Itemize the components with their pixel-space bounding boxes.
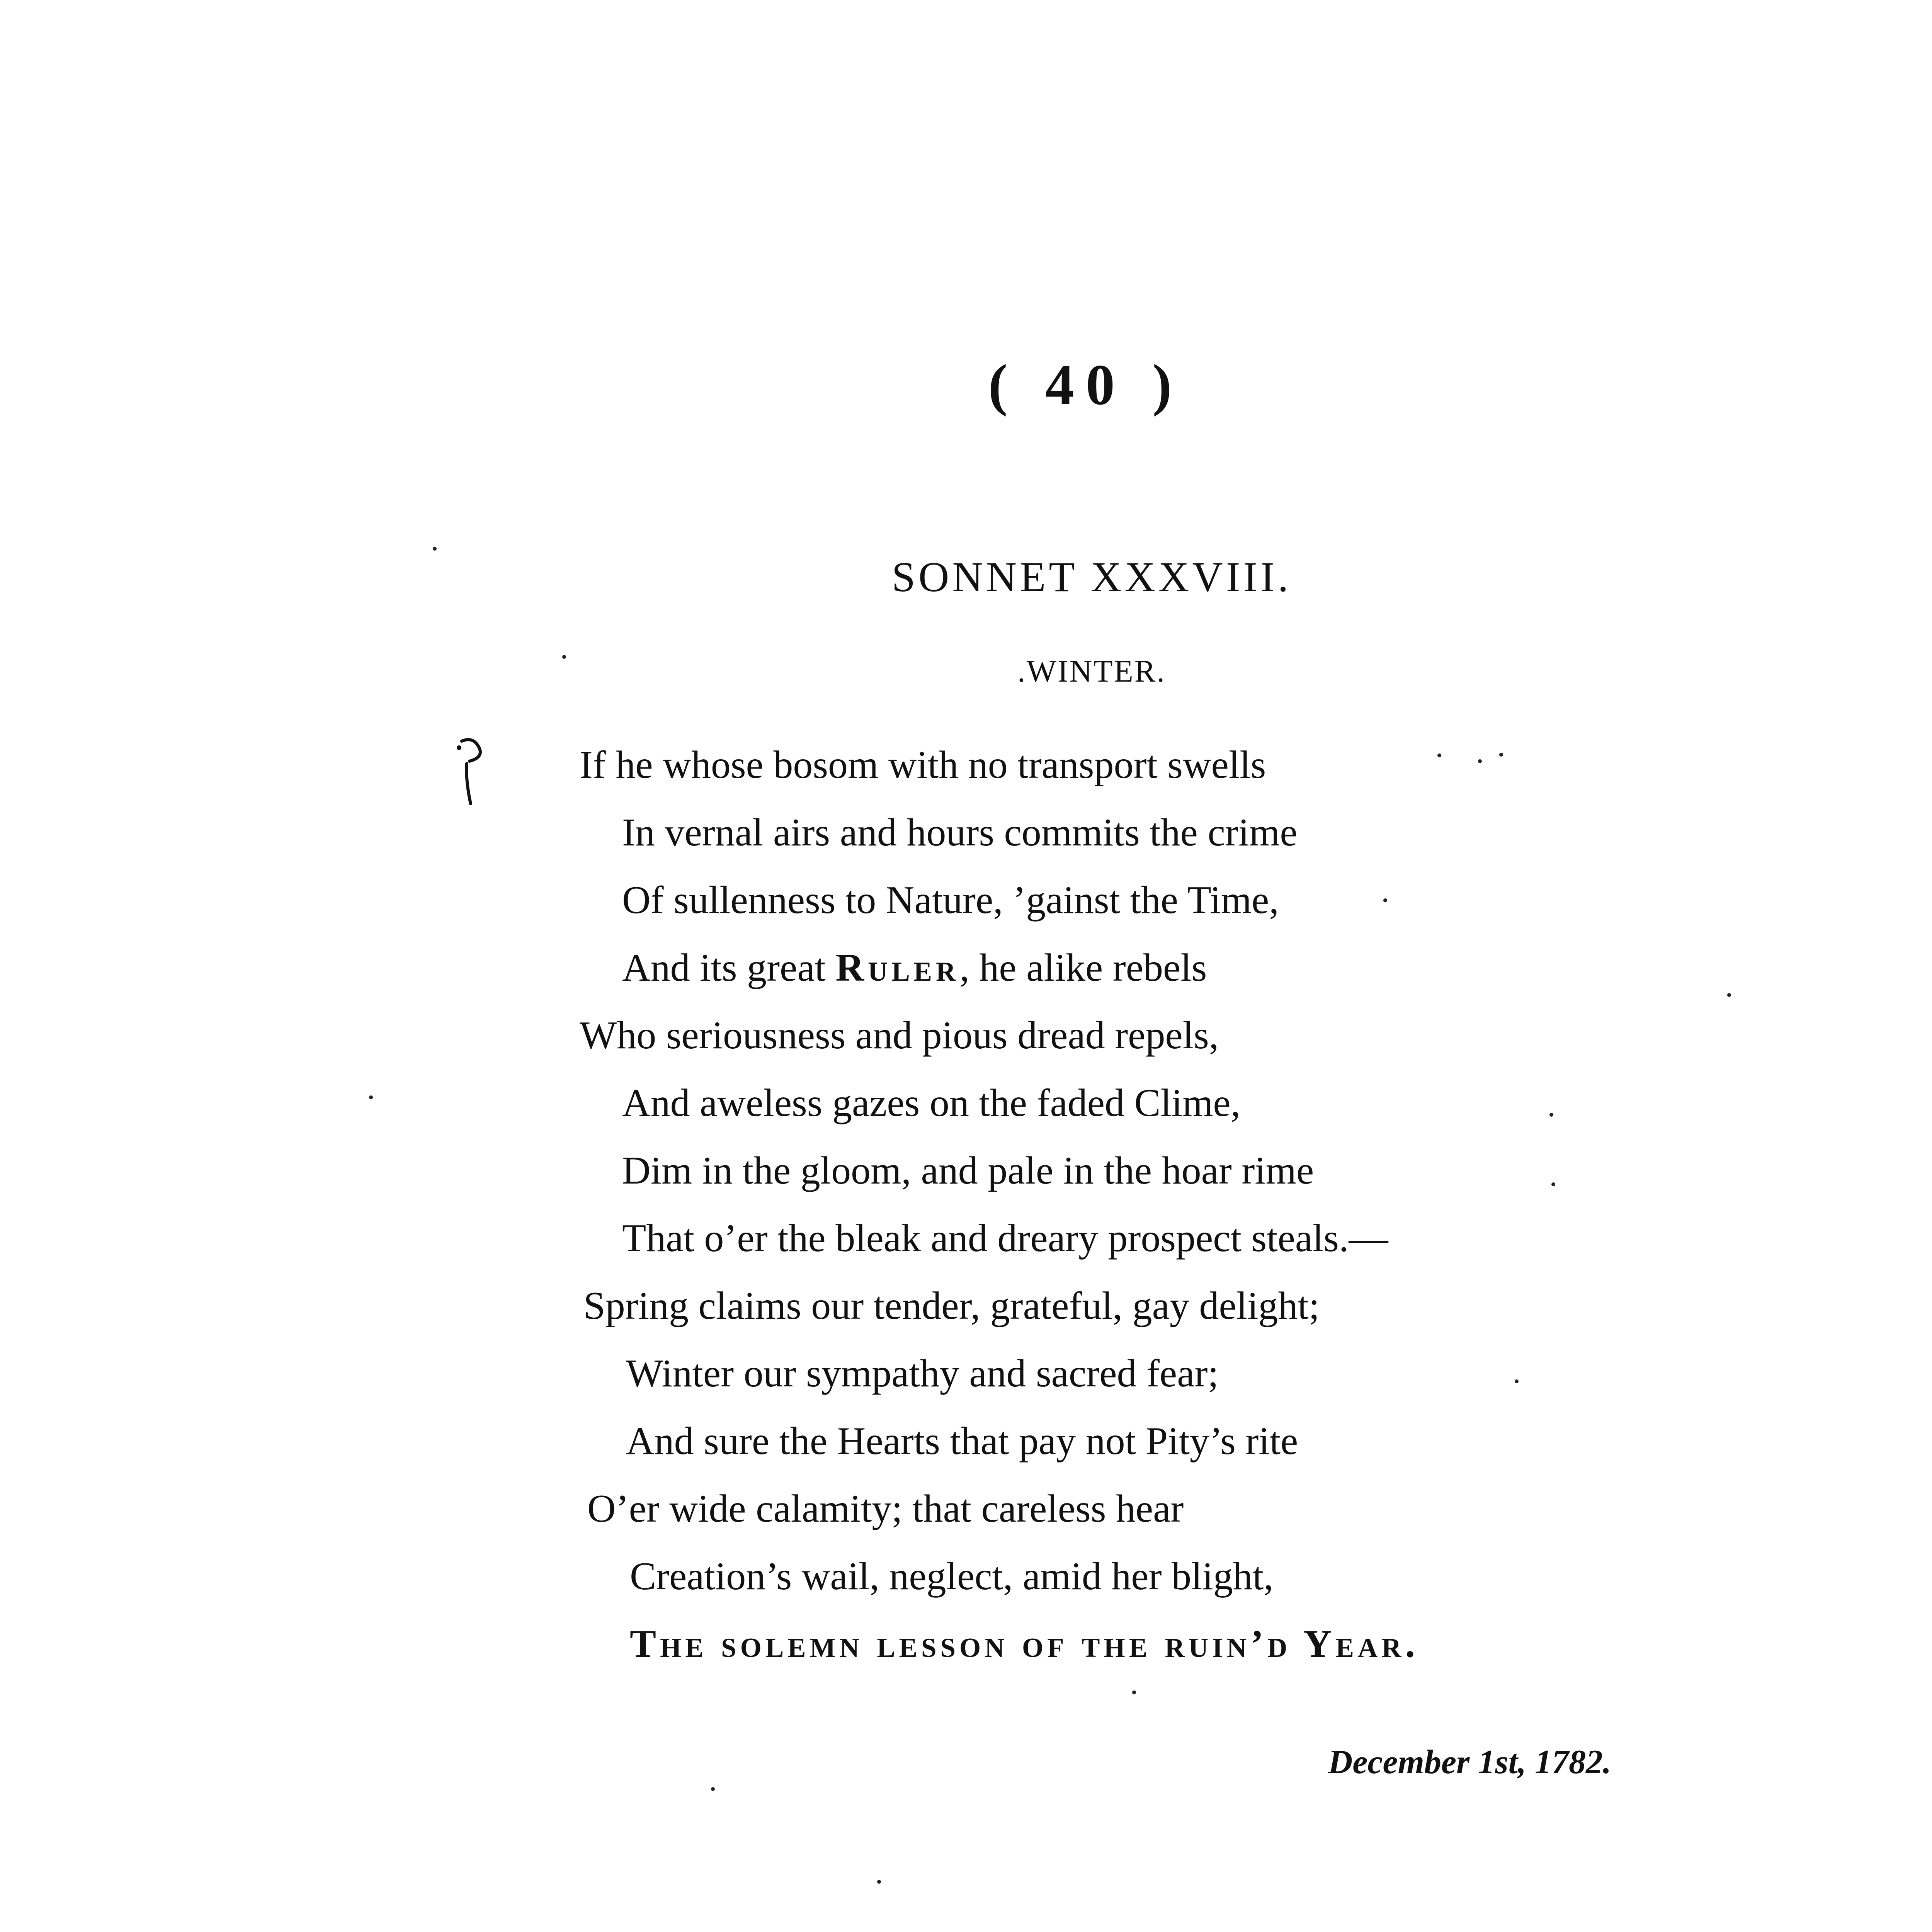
speck-mark: [433, 547, 437, 551]
speck-mark: [1499, 753, 1503, 757]
sonnet-title: SONNET XXXVIII.: [891, 553, 1292, 600]
poem-date: December 1st, 1782.: [1328, 1743, 1611, 1781]
poem-line: The solemn lesson of the ruin’d Year.: [630, 1622, 1419, 1666]
speck-mark: [1551, 1182, 1555, 1186]
speck-mark: [562, 655, 566, 659]
poem-line: That o’er the bleak and dreary prospect steals.—: [622, 1216, 1388, 1260]
speck-mark: [877, 1880, 881, 1884]
speck-mark: [1437, 753, 1441, 757]
ruler-word: Ruler: [835, 946, 960, 990]
poem-line-text: And its great: [622, 946, 836, 990]
poem-line: Who seriousness and pious dread repels,: [580, 1014, 1219, 1057]
poem-line: Spring claims our tender, grateful, gay delight;: [583, 1284, 1320, 1328]
speck-mark: [1132, 1690, 1136, 1694]
speck-mark: [1383, 898, 1387, 902]
speck-mark: [711, 1787, 715, 1791]
poem-line: Dim in the gloom, and pale in the hoar rime: [622, 1149, 1314, 1192]
poem-line: Winter our sympathy and sacred fear;: [626, 1352, 1219, 1395]
poem-line: Creation’s wail, neglect, amid her blight,: [630, 1554, 1274, 1598]
sonnet-subtitle: .WINTER.: [1017, 653, 1166, 689]
poem-line: And sure the Hearts that pay not Pity’s rite: [626, 1419, 1298, 1463]
poem-line: O’er wide calamity; that careless hear: [587, 1487, 1184, 1531]
poem-line: And aweless gazes on the faded Clime,: [622, 1081, 1241, 1125]
poem-line: In vernal airs and hours commits the crime: [622, 811, 1298, 854]
speck-mark: [1478, 759, 1482, 763]
speck-mark: [1515, 1379, 1519, 1383]
poem-line: [622, 945, 1207, 991]
speck-mark: [1549, 1113, 1553, 1117]
poem-line: If he whose bosom with no transport swells: [580, 743, 1266, 787]
poem-line: Of sullenness to Nature, ’gainst the Time,: [622, 878, 1279, 922]
poem-line-text: , he alike rebels: [959, 946, 1207, 990]
speck-mark: [369, 1095, 373, 1099]
speck-mark: [1727, 993, 1731, 997]
page-number: ( 40 ): [988, 353, 1184, 417]
